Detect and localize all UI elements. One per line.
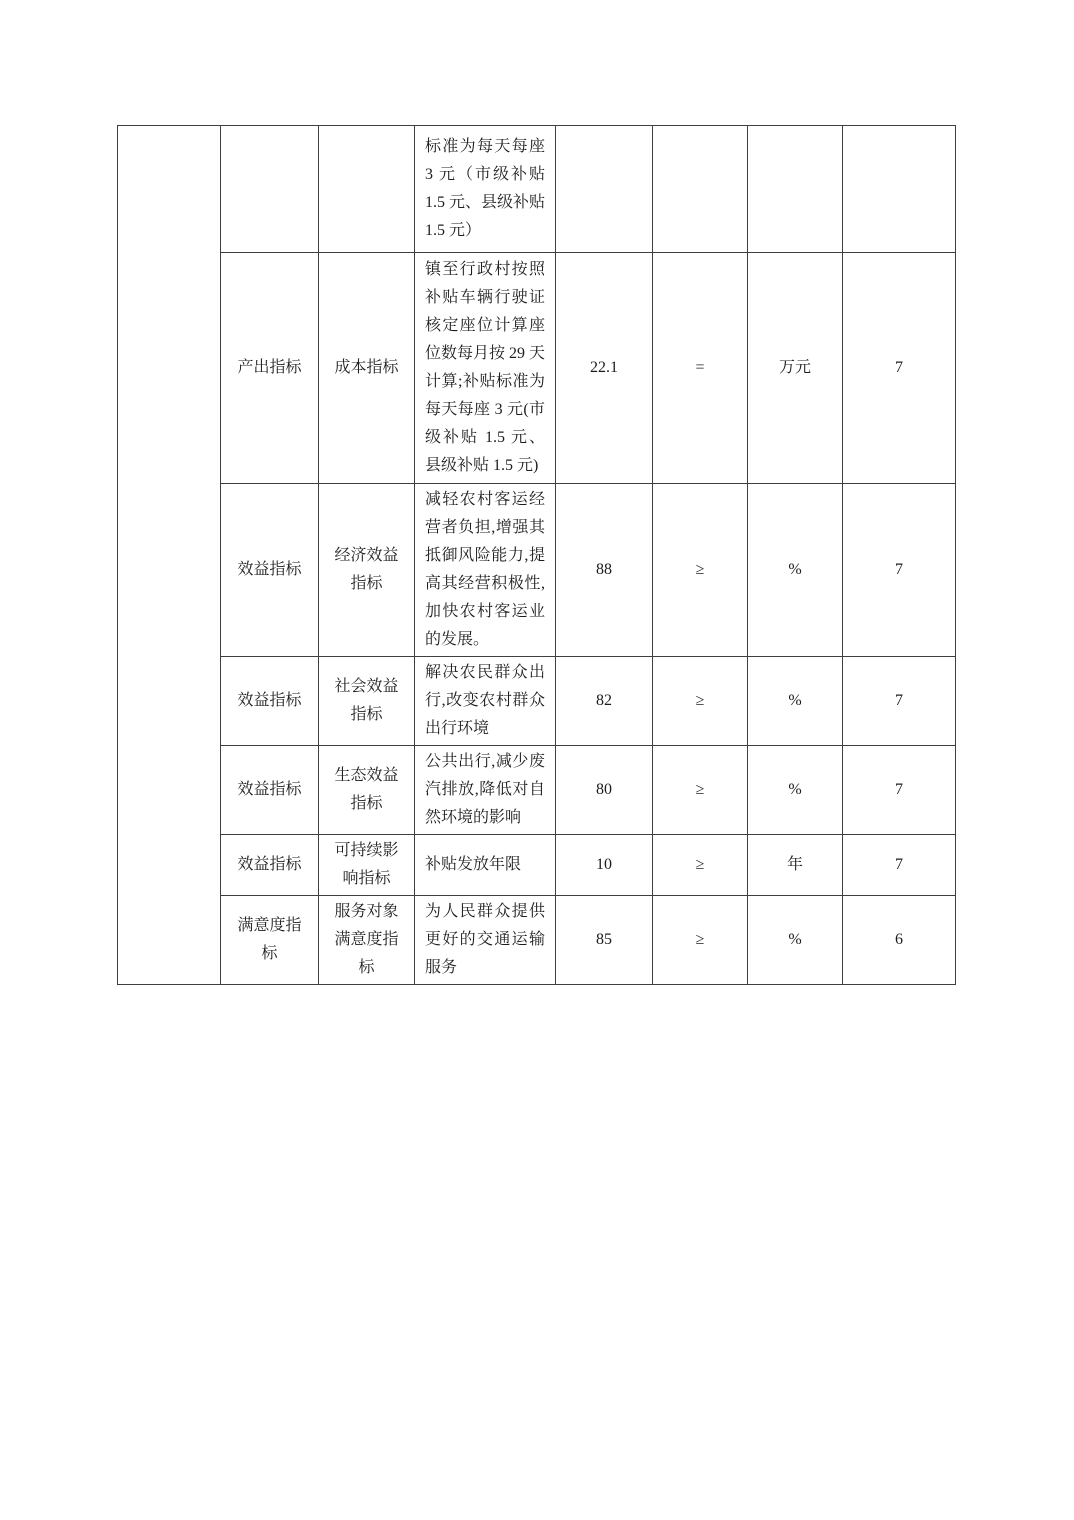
comparison-operator-cell — [653, 126, 748, 253]
table-row — [118, 484, 956, 657]
performance-indicator-table — [117, 125, 956, 985]
table-row — [118, 253, 956, 484]
indicator-description-cell: 公共出行,减少废汽排放,降低对自然环境的影响 — [415, 746, 556, 835]
level1-indicator-cell: 效益指标 — [221, 657, 319, 746]
indicator-value-cell: 80 — [556, 746, 653, 835]
score-cell: 7 — [843, 484, 956, 657]
indicator-value-cell: 22.1 — [556, 253, 653, 484]
indicator-description-cell: 补贴发放年限 — [415, 835, 556, 896]
level2-indicator-cell: 成本指标 — [319, 253, 415, 484]
indicator-value-cell — [556, 126, 653, 253]
indicator-description-cell: 标准为每天每座 3 元（市级补贴 1.5 元、县级补贴 1.5 元） — [415, 126, 556, 253]
level1-indicator-cell: 效益指标 — [221, 835, 319, 896]
indicator-description-cell: 镇至行政村按照补贴车辆行驶证核定座位计算座位数每月按 29 天计算;补贴标准为每天每座 3 元(市级补贴 1.5 元、县级补贴 1.5 元) — [415, 253, 556, 484]
score-cell: 7 — [843, 746, 956, 835]
indicator-description-cell: 减轻农村客运经营者负担,增强其抵御风险能力,提高其经营积极性,加快农村客运业的发展。 — [415, 484, 556, 657]
level1-indicator-cell — [221, 126, 319, 253]
table-row — [118, 657, 956, 746]
level2-indicator-cell — [319, 126, 415, 253]
unit-cell: % — [748, 896, 843, 985]
level1-indicator-cell: 效益指标 — [221, 484, 319, 657]
merged-gutter-cell — [118, 126, 221, 985]
table-row — [118, 746, 956, 835]
comparison-operator-cell: ≥ — [653, 484, 748, 657]
comparison-operator-cell: = — [653, 253, 748, 484]
comparison-operator-cell: ≥ — [653, 746, 748, 835]
level2-indicator-cell: 社会效益指标 — [319, 657, 415, 746]
comparison-operator-cell: ≥ — [653, 657, 748, 746]
comparison-operator-cell: ≥ — [653, 896, 748, 985]
indicator-description-cell: 解决农民群众出行,改变农村群众出行环境 — [415, 657, 556, 746]
indicator-value-cell: 85 — [556, 896, 653, 985]
unit-cell: % — [748, 484, 843, 657]
table-row — [118, 896, 956, 985]
unit-cell: 万元 — [748, 253, 843, 484]
score-cell: 6 — [843, 896, 956, 985]
unit-cell: 年 — [748, 835, 843, 896]
table-row — [118, 835, 956, 896]
score-cell: 7 — [843, 835, 956, 896]
indicator-value-cell: 82 — [556, 657, 653, 746]
level1-indicator-cell: 效益指标 — [221, 746, 319, 835]
score-cell — [843, 126, 956, 253]
table-row — [118, 126, 956, 253]
indicator-description-cell: 为人民群众提供更好的交通运输服务 — [415, 896, 556, 985]
level1-indicator-cell: 满意度指标 — [221, 896, 319, 985]
indicator-value-cell: 10 — [556, 835, 653, 896]
level1-indicator-cell: 产出指标 — [221, 253, 319, 484]
level2-indicator-cell: 服务对象满意度指标 — [319, 896, 415, 985]
comparison-operator-cell: ≥ — [653, 835, 748, 896]
indicator-value-cell: 88 — [556, 484, 653, 657]
unit-cell: % — [748, 657, 843, 746]
unit-cell — [748, 126, 843, 253]
level2-indicator-cell: 生态效益指标 — [319, 746, 415, 835]
level2-indicator-cell: 可持续影响指标 — [319, 835, 415, 896]
unit-cell: % — [748, 746, 843, 835]
score-cell: 7 — [843, 253, 956, 484]
score-cell: 7 — [843, 657, 956, 746]
level2-indicator-cell: 经济效益指标 — [319, 484, 415, 657]
